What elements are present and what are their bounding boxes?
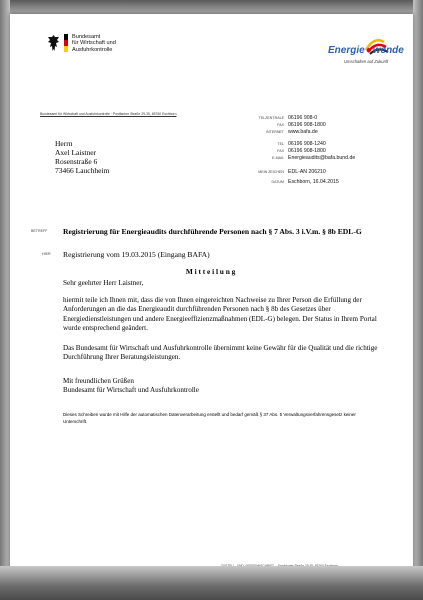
contact-label: TELZENTRALE: [258, 116, 284, 120]
contact-row: [246, 122, 326, 128]
letter-heading: Mitteilung: [185, 267, 238, 276]
contact-value: 06196 908-1240: [288, 141, 326, 147]
ministry-line: für Wirtschaft und: [72, 40, 116, 47]
reference-value: EDL-AN 206210: [288, 169, 326, 175]
federal-eagle-icon: [47, 34, 60, 52]
contact-row: [246, 141, 326, 147]
subject-label: BETREFF: [31, 229, 48, 233]
ministry-name: [72, 34, 116, 53]
flag-stripe-gold: [64, 46, 68, 52]
contact-value: 06196 908-1800: [288, 122, 326, 128]
date-row: [246, 179, 339, 185]
salutation: Sehr geehrter Herr Laistner,: [63, 279, 144, 287]
reference-row: [246, 169, 326, 175]
contact-label: INTERNET: [266, 130, 284, 134]
contact-row: [246, 155, 356, 161]
letter-page: [10, 14, 413, 586]
reference-label: MEIN ZEICHEN: [258, 170, 284, 174]
contact-label: FAX: [277, 123, 284, 127]
recipient-city: 73466 Lauchheim: [55, 166, 110, 175]
flag-bar: [64, 34, 68, 52]
return-address: Bundesamt für Wirtschaft und Ausfuhrkontrolle · Postfacher Straße 29-35, 65760 Eschborn: [40, 112, 177, 116]
body-paragraph-2: Das Bundesamt für Wirtschaft und Ausfuhrkontrolle übernimmt keine Gewähr für die Qualität und die richtige Durchführung Ihrer Beratungsleistungen.: [63, 344, 378, 362]
reference-line: Registrierung vom 19.03.2015 (Eingang BAFA): [63, 250, 210, 259]
recipient-salutation: Herrn: [55, 139, 73, 148]
ministry-line: Ausfuhrkontrolle: [72, 46, 113, 53]
recipient-name: Axel Laistner: [55, 148, 97, 157]
viewer-frame-right: [413, 0, 423, 600]
contact-row: [246, 148, 326, 154]
contact-value: www.bafa.de: [288, 129, 318, 135]
ministry-line: Bundesamt: [72, 34, 101, 40]
automation-note: Dieses Schreiben wurde mit Hilfe der automatischen Datenverarbeitung erstellt und bedarf gemäß § 37 Abs. 5 Verwaltungsverfahrensgesetz keiner Unterschrift.: [63, 412, 356, 424]
contact-label: TEL: [277, 142, 284, 146]
contact-value: 06196 908-0: [288, 115, 318, 121]
contact-value: 06196 908-1800: [288, 148, 326, 154]
reference-side-label: HIER: [42, 252, 51, 256]
contact-label: E-MAIL: [272, 156, 284, 160]
contact-row: [246, 129, 318, 135]
contact-row: [246, 115, 318, 121]
energiewende-logo-text: Energie●wende: [328, 45, 404, 56]
logo-word-left: Energie: [328, 45, 365, 56]
closing: [63, 377, 199, 395]
energiewende-subtitle: Umschalten auf Zukunft: [344, 59, 389, 64]
recipient-address: [55, 139, 109, 175]
closing-greeting: Mit freundlichen Grüßen: [63, 377, 134, 385]
viewer-frame-left: [0, 0, 10, 600]
email-link[interactable]: Energieaudits@bafa.bund.de: [288, 155, 356, 161]
subject-line: Registrierung für Energieaudits durchführende Personen nach § 7 Abs. 3 i.V.m. § 8b EDL-G: [63, 227, 362, 236]
recipient-street: Rosenstraße 6: [55, 157, 98, 166]
logo-word-right: wende: [372, 45, 404, 56]
closing-sender: Bundesamt für Wirtschaft und Ausfuhrkontrolle: [63, 386, 199, 395]
date-label: DATUM: [271, 180, 284, 184]
viewer-frame-bottom: [0, 566, 423, 600]
date-value: Eschborn, 16.04.2015: [288, 179, 339, 185]
body-paragraph-1: hiermit teile ich Ihnen mit, dass die von Ihnen eingereichten Nachweise zu Ihrer Person die Erfüllung der Anforderungen an die das Energieaudit durchführenden Personen nach § 8b des Gesetzes über Energiedienstleistungen und andere Energieeffizienzmaßnahmen (EDL-G) belegen. Der Status in Ihrem Portal wurde entsprechend geändert.: [63, 296, 377, 333]
contact-label: FAX: [277, 149, 284, 153]
